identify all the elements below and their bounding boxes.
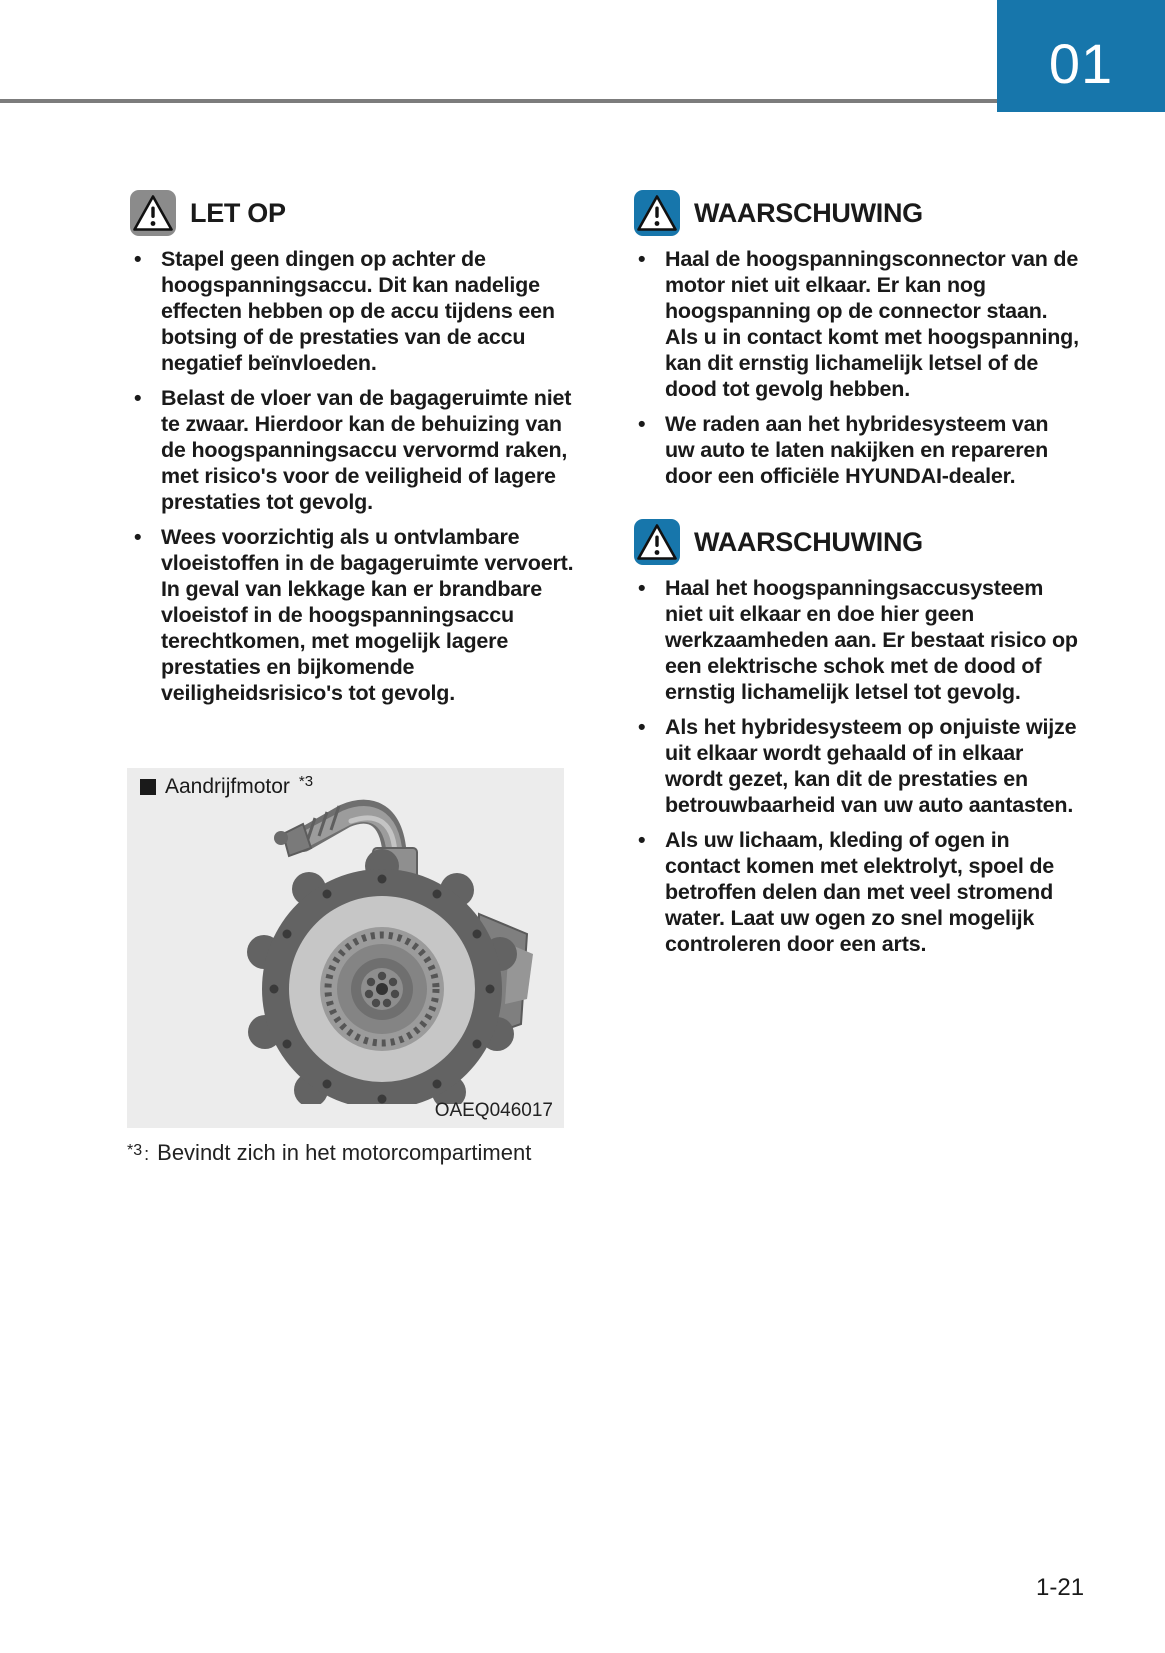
warning-title-2: WAARSCHUWING: [694, 526, 923, 557]
warning-section-header-1: [634, 190, 1080, 236]
caution-title: LET OP: [190, 197, 286, 228]
chapter-number: 01: [1048, 31, 1114, 95]
drive-motor-illustration: [127, 794, 564, 1104]
list-item: • Haal het hoogspanningsaccusysteem niet uit elkaar en doe hier geen werkzaamheden aan. Er bestaat risico op een elektrische schok met de dood of ernstig lichamelijk letsel tot gevolg.: [634, 575, 1080, 705]
left-column: [130, 190, 576, 715]
footnote-marker: *3: [127, 1142, 143, 1159]
list-item: • Als het hybridesysteem op onjuiste wijze uit elkaar wordt gehaald of in elkaar wordt gezet, kan dit de prestaties en betrouwbaarheid van uw auto aantasten.: [634, 714, 1080, 818]
list-item: • Wees voorzichtig als u ontvlambare vloeistoffen in de bagageruimte vervoert. In geval van lekkage kan er brandbare vloeistof in de hoogspanningsaccu terechtkomen, met mogelijk lagere prestaties en bijkomende veiligheidsrisico's tot gevolg.: [130, 524, 576, 706]
figure-label: Aandrijfmotor $^{*3}$: [140, 775, 313, 799]
caution-section-header: [130, 190, 576, 236]
footnote-text: Bevindt zich in het motorcompartiment: [157, 1140, 532, 1165]
figure-label-text: Aandrijfmotor: [165, 775, 290, 798]
figure-label-square-icon: [140, 779, 156, 795]
warning-bullet-list-1: [634, 246, 1080, 489]
footnote: [127, 1140, 531, 1166]
caution-warning-triangle-icon: [130, 190, 176, 236]
warning-triangle-icon: [634, 519, 680, 565]
header-rule: [0, 99, 1000, 103]
list-item: • Als uw lichaam, kleding of ogen in contact komen met elektrolyt, spoel de betroffen delen dan met veel stromend water. Laat uw ogen zo snel mogelijk controleren door een arts.: [634, 827, 1080, 957]
chapter-badge: [997, 0, 1165, 112]
list-item: • We raden aan het hybridesysteem van uw auto te laten nakijken en repareren door een officiële HYUNDAI-dealer.: [634, 411, 1080, 489]
list-item: • Belast de vloer van de bagageruimte niet te zwaar. Hierdoor kan de behuizing van de hoogspanningsaccu vervormd raken, met risico's voor de veiligheid of lagere prestaties tot gevolg.: [130, 385, 576, 515]
caution-bullet-list: [130, 246, 576, 706]
list-item: • Stapel geen dingen op achter de hoogspanningsaccu. Dit kan nadelige effecten hebben op de accu tijdens een botsing of de prestaties van de accu negatief beïnvloeden.: [130, 246, 576, 376]
drive-motor-figure: [127, 768, 564, 1128]
footnote-separator: :: [144, 1144, 150, 1164]
warning-section-header-2: [634, 519, 1080, 565]
right-column: [634, 190, 1080, 966]
figure-caption: OAEQ046017: [434, 1100, 553, 1121]
list-item: • Haal de hoogspanningsconnector van de motor niet uit elkaar. Er kan nog hoogspanning op de connector staan. Als u in contact komt met hoogspanning, kan dit ernstig lichamelijk letsel of de dood tot gevolg hebben.: [634, 246, 1080, 402]
warning-title-1: WAARSCHUWING: [694, 197, 923, 228]
page-number: 1-21: [1036, 1574, 1085, 1601]
warning-bullet-list-2: [634, 575, 1080, 957]
warning-triangle-icon: [634, 190, 680, 236]
